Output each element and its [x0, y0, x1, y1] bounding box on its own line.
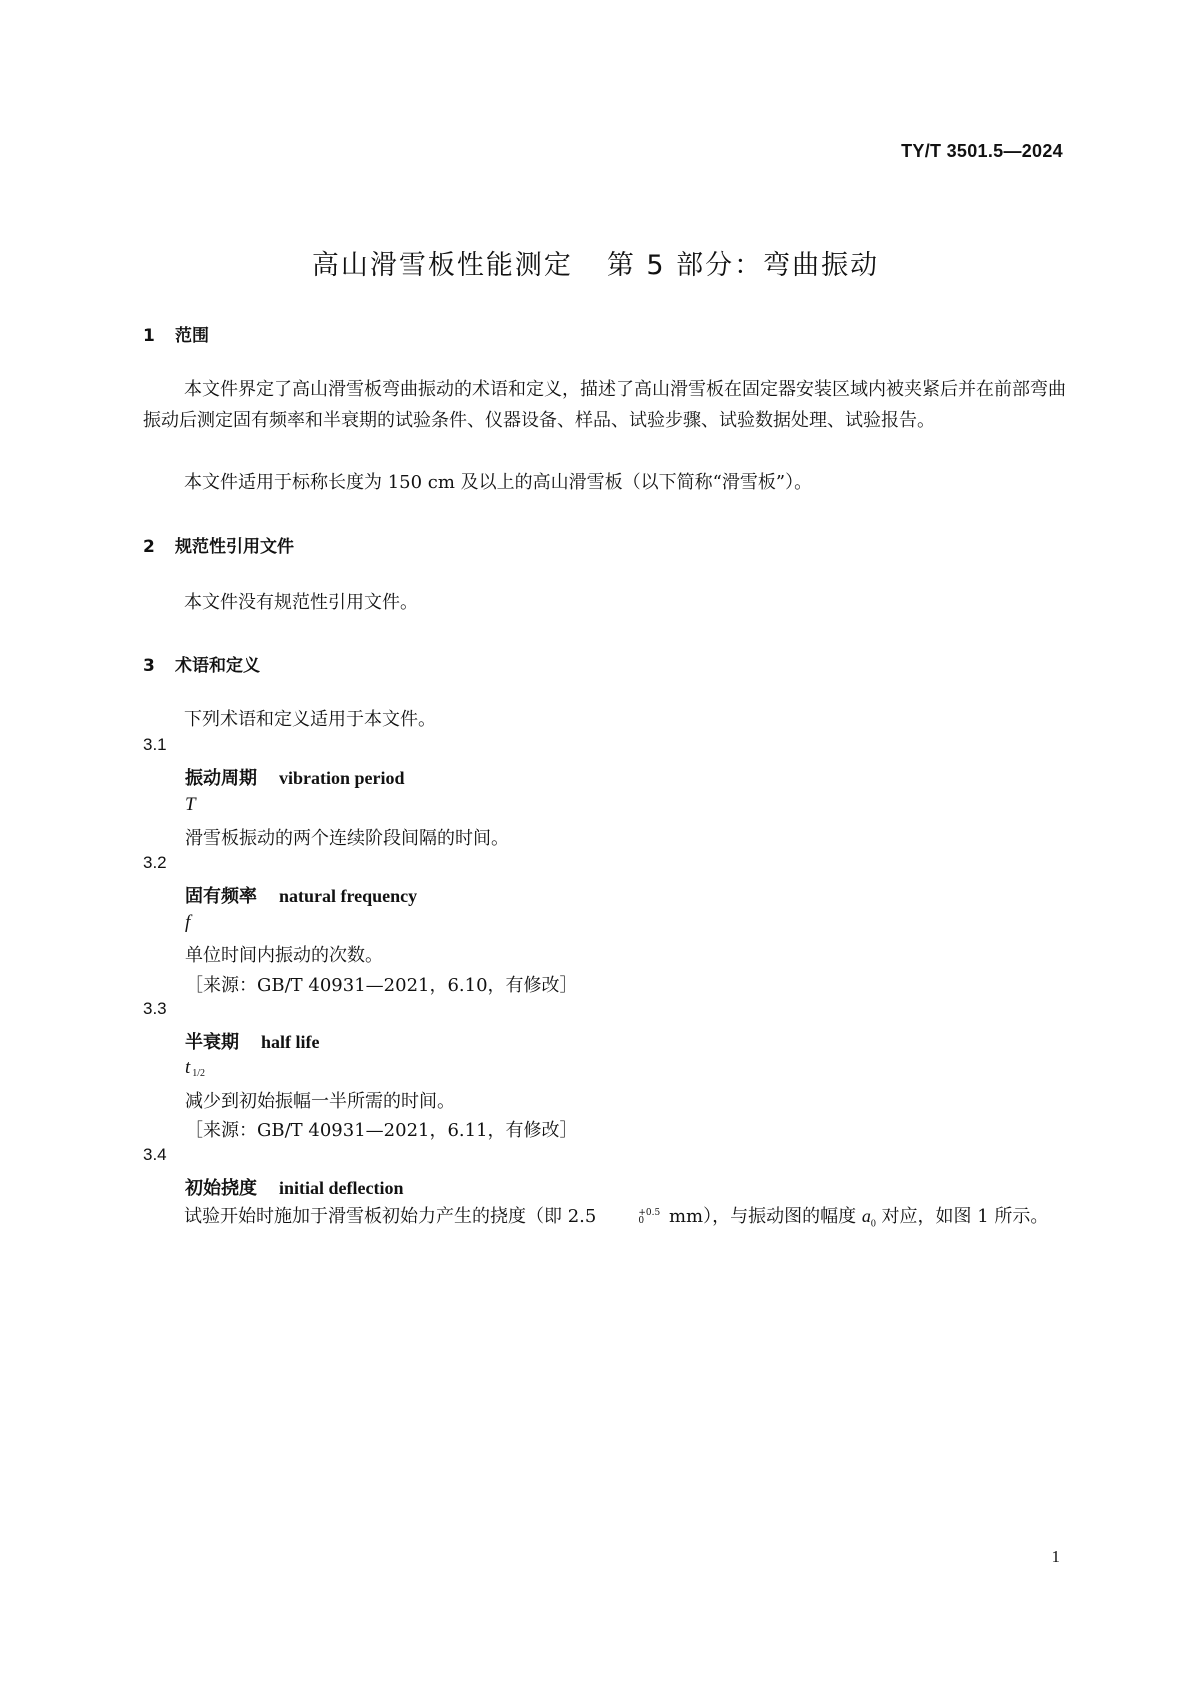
section-number: 1 — [143, 326, 155, 346]
term-title — [185, 764, 405, 790]
tolerance — [597, 1209, 660, 1225]
term-number: 3.4 — [143, 1145, 167, 1164]
term-chinese: 振动周期 — [185, 768, 257, 789]
section-1-paragraph-1: 本文件界定了高山滑雪板弯曲振动的术语和定义，描述了高山滑雪板在固定器安装区域内被夹紧后并在前部弯曲振动后测定固有频率和半衰期的试验条件、仪器设备、样品、试验步骤、试验数据处理、试验报告。 — [143, 379, 1066, 431]
term-source: ［来源：GB/T 40931—2021，6.10，有修改］ — [185, 975, 578, 996]
definition-part-3: 对应，如图 1 所示。 — [875, 1206, 1049, 1227]
symbol-letter: t — [185, 1057, 191, 1078]
term-definition — [143, 1201, 1066, 1240]
term-number: 3.3 — [143, 999, 167, 1018]
document-code: TY/T 3501.5—2024 — [901, 141, 1063, 161]
term-source: ［来源：GB/T 40931—2021，6.11，有修改］ — [185, 1120, 578, 1141]
section-1-heading — [143, 321, 209, 346]
term-title — [185, 1028, 320, 1054]
term-number: 3.1 — [143, 735, 167, 754]
term-definition: 单位时间内振动的次数。 — [185, 945, 383, 966]
term-title — [185, 882, 417, 908]
section-title: 规范性引用文件 — [175, 537, 294, 557]
term-symbol — [185, 1057, 205, 1079]
section-2-heading — [143, 532, 294, 557]
symbol-subscript: 1/2 — [192, 1068, 206, 1079]
term-english: half life — [261, 1032, 320, 1052]
title-main: 高山滑雪板性能测定 — [311, 250, 573, 281]
section-number: 3 — [143, 656, 155, 676]
section-1-paragraph-2: 本文件适用于标称长度为 150 cm 及以上的高山滑雪板（以下简称“滑雪板”）。 — [184, 472, 813, 493]
term-symbol: f — [185, 912, 191, 933]
tolerance-lower: 0 — [638, 1216, 645, 1226]
page-number: 1 — [1051, 1547, 1060, 1566]
term-chinese: 固有频率 — [185, 886, 257, 907]
term-chinese: 半衰期 — [185, 1032, 239, 1053]
section-title: 范围 — [175, 326, 209, 346]
term-definition: 滑雪板振动的两个连续阶段间隔的时间。 — [185, 828, 509, 849]
term-english: initial deflection — [279, 1178, 404, 1198]
section-3-paragraph-1: 下列术语和定义适用于本文件。 — [184, 709, 436, 730]
term-english: vibration period — [279, 768, 405, 788]
term-title — [185, 1174, 404, 1200]
term-number: 3.2 — [143, 853, 167, 872]
section-title: 术语和定义 — [175, 656, 260, 676]
term-chinese: 初始挠度 — [185, 1178, 257, 1199]
term-symbol: T — [185, 794, 196, 815]
definition-part-1: 试验开始时施加于滑雪板初始力产生的挠度（即 2.5 — [184, 1206, 597, 1227]
title-part: 第 5 部分：弯曲振动 — [606, 250, 880, 281]
tolerance-upper: +0.5 — [638, 1208, 661, 1218]
term-definition: 减少到初始振幅一半所需的时间。 — [185, 1091, 455, 1112]
section-3-heading — [143, 651, 260, 676]
term-english: natural frequency — [279, 886, 418, 906]
definition-part-2: mm），与振动图的幅度 — [663, 1206, 862, 1227]
section-2-paragraph-1: 本文件没有规范性引用文件。 — [184, 592, 418, 613]
variable-letter: a — [861, 1206, 871, 1226]
amplitude-variable — [861, 1206, 876, 1230]
document-title — [0, 243, 1191, 282]
section-number: 2 — [143, 537, 155, 557]
variable-subscript: 0 — [870, 1218, 876, 1230]
